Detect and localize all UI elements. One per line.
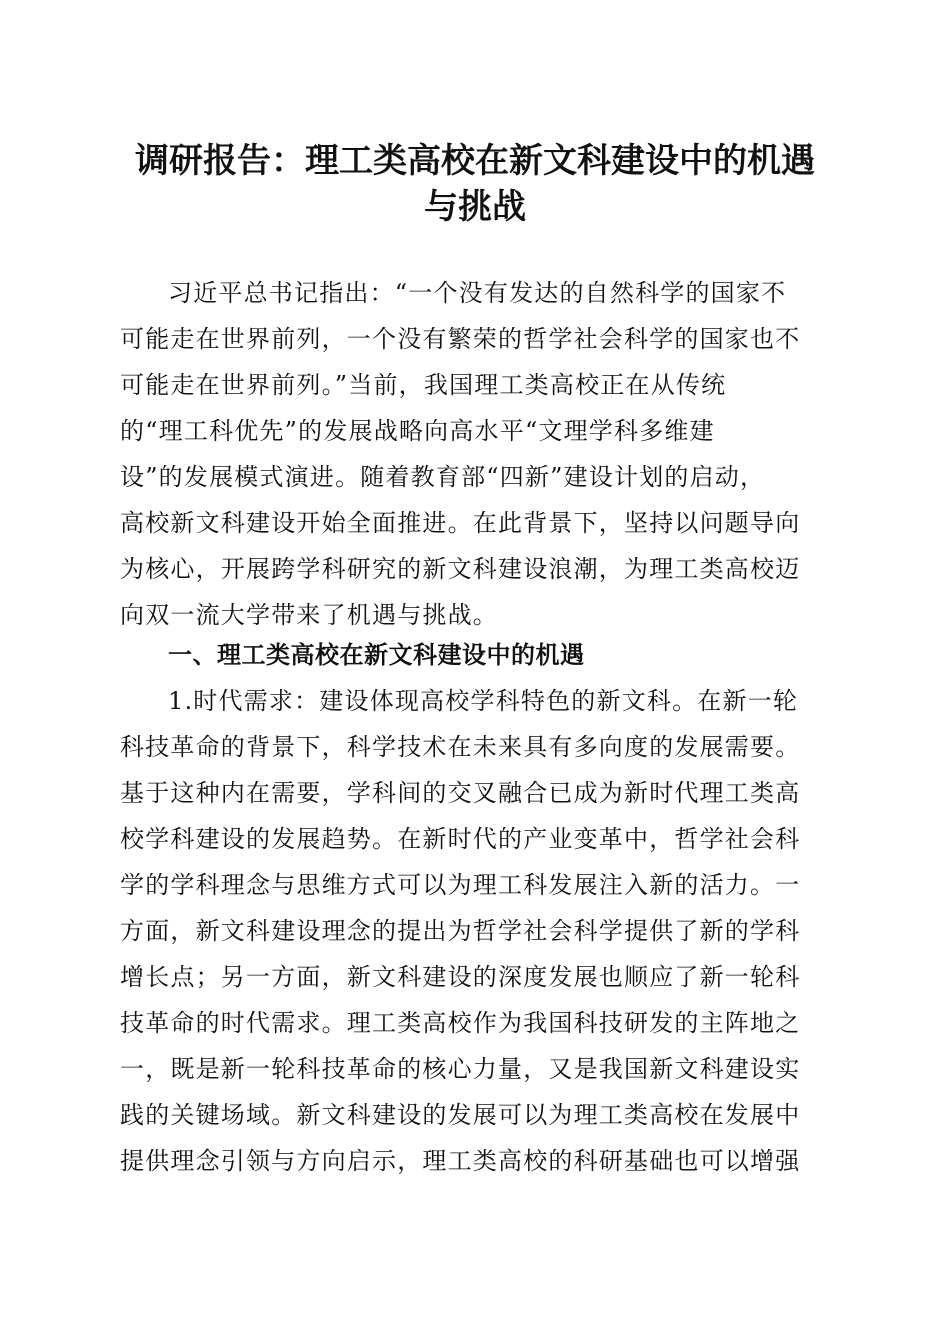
section-heading: 一、理工类高校在新文科建设中的机遇 [168, 641, 585, 669]
intro-line: 的“理工科优先”的发展战略向高水平“文理学科多维建 [120, 417, 715, 445]
section-1-paragraph [120, 678, 826, 1184]
intro-line: 向双一流大学带来了机遇与挑战。 [120, 601, 498, 629]
intro-line: 为核心，开展跨学科研究的新文科建设浪潮，为理工类高校迈 [120, 555, 801, 583]
intro-paragraph [120, 270, 826, 638]
document-title-line-1: 调研报告：理工类高校在新文科建设中的机遇 [135, 141, 815, 181]
intro-line: 高校新文科建设开始全面推进。在此背景下，坚持以问题导向 [120, 509, 801, 537]
section-1-line: 增长点；另一方面，新文科建设的深度发展也顺应了新一轮科 [120, 963, 801, 991]
section-1-line: 一，既是新一轮科技革命的核心力量，又是我国新文科建设实 [120, 1055, 801, 1083]
intro-line: 习近平总书记指出：“一个没有发达的自然科学的国家不 [168, 279, 787, 307]
section-1-line: 校学科建设的发展趋势。在新时代的产业变革中，哲学社会科 [120, 825, 801, 853]
document-title-line-2: 与挑战 [424, 187, 526, 227]
section-1-line: 技革命的时代需求。理工类高校作为我国科技研发的主阵地之 [120, 1009, 801, 1037]
section-1-line: 方面，新文科建设理念的提出为哲学社会科学提供了新的学科 [120, 917, 801, 945]
intro-line: 可能走在世界前列。”当前，我国理工类高校正在从传统 [120, 371, 727, 399]
section-1-line: 提供理念引领与方向启示，理工类高校的科研基础也可以增强 [120, 1147, 801, 1175]
section-1-line: 1.时代需求：建设体现高校学科特色的新文科。在新一轮 [168, 687, 799, 715]
section-1-line: 践的关键场域。新文科建设的发展可以为理工类高校在发展中 [120, 1101, 801, 1129]
section-1-line: 学的学科理念与思维方式可以为理工科发展注入新的活力。一 [120, 871, 801, 899]
intro-line: 设”的发展模式演进。随着教育部“四新”建设计划的启动， [120, 463, 766, 491]
section-1-line: 科技革命的背景下，科学技术在未来具有多向度的发展需要。 [120, 733, 801, 761]
intro-line: 可能走在世界前列，一个没有繁荣的哲学社会科学的国家也不 [120, 325, 801, 353]
section-1-line: 基于这种内在需要，学科间的交叉融合已成为新时代理工类高 [120, 779, 801, 807]
